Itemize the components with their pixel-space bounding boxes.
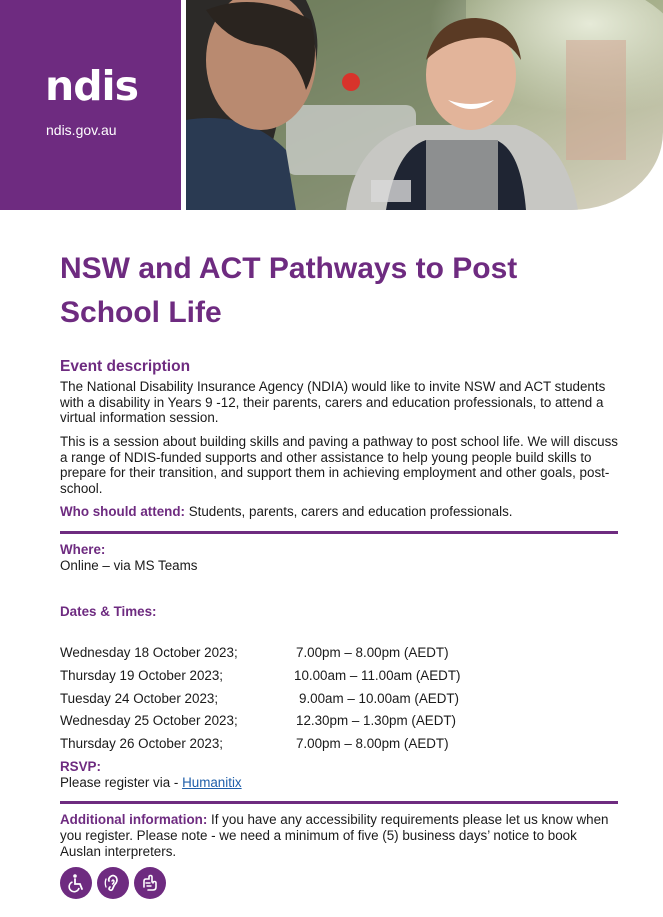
time-text: 9.00am – 10.00am (AEDT) <box>299 691 460 706</box>
who-should-attend-label: Who should attend: <box>60 504 185 519</box>
brand-panel <box>0 0 181 210</box>
where-label: Where: <box>60 542 106 557</box>
time-text: 10.00am – 11.00am (AEDT) <box>294 668 461 683</box>
date-text: Wednesday 25 October 2023; <box>60 713 238 728</box>
date-row <box>60 691 560 709</box>
date-row <box>60 736 560 754</box>
date-row <box>60 713 560 731</box>
time-text: 7.00pm – 8.00pm (AEDT) <box>296 645 449 660</box>
event-description-paragraph-1: The National Disability Insurance Agency (NDIA) would like to invite NSW and ACT students with a disability in Years 9 -12, their parents, carers and education professionals, to attend a virtual information session. <box>60 379 606 426</box>
date-row <box>60 645 560 663</box>
date-text: Thursday 26 October 2023; <box>60 736 224 751</box>
hearing-assist-icon <box>97 867 129 899</box>
sign-language-icon <box>134 867 166 899</box>
rsvp-label: RSVP: <box>60 759 101 774</box>
date-text: Thursday 19 October 2023; <box>60 668 224 683</box>
who-should-attend-value: Students, parents, carers and education professionals. <box>188 504 513 519</box>
divider-bottom <box>60 801 618 804</box>
time-text: 12.30pm – 1.30pm (AEDT) <box>296 713 457 728</box>
divider-top <box>60 531 618 534</box>
rsvp-line <box>60 775 242 790</box>
additional-information <box>60 812 620 860</box>
date-row <box>60 668 560 686</box>
page-title: NSW and ACT Pathways to Post School Life <box>60 252 518 329</box>
event-description-heading: Event description <box>60 358 191 375</box>
additional-information-label: Additional information: <box>60 812 208 827</box>
dates-label: Dates & Times: <box>60 604 157 619</box>
humanitix-link[interactable]: Humanitix <box>182 775 242 790</box>
ndis-logo: ndis <box>45 62 138 110</box>
date-text: Tuesday 24 October 2023; <box>60 691 219 706</box>
where-value: Online – via MS Teams <box>60 558 198 573</box>
rsvp-text: Please register via - <box>60 775 179 790</box>
hero-photo <box>186 0 663 210</box>
wheelchair-access-icon <box>60 867 92 899</box>
time-text: 7.00pm – 8.00pm (AEDT) <box>296 736 449 751</box>
event-description-paragraph-2: This is a session about building skills and paving a pathway to post school life. We will discuss a range of NDIS-funded supports and other assistance to help young people build skills to prepare for their transition, and support them in achieving employment and other goals, post-school. <box>60 434 618 496</box>
who-should-attend <box>60 504 513 520</box>
date-text: Wednesday 18 October 2023; <box>60 645 238 660</box>
additional-information-text: If you have any accessibility requirements please let us know when you register. Please note - we need a minimum of five (5) business days’ notice to book Auslan interpreters. <box>60 812 609 859</box>
site-url: ndis.gov.au <box>46 122 117 138</box>
